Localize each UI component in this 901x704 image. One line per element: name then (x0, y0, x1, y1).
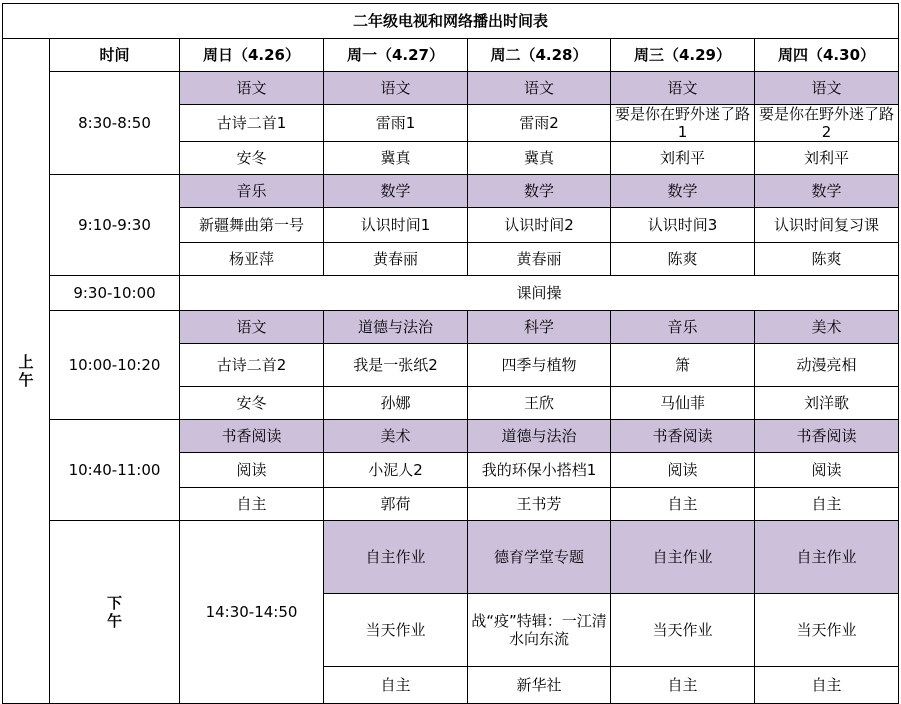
topic-cell: 战“疫”特辑：一江清水向东流 (468, 594, 611, 667)
subject-cell: 美术 (324, 420, 468, 453)
subject-cell: 语文 (180, 311, 324, 344)
topic-cell: 阅读 (611, 453, 755, 488)
teacher-cell: 杨亚萍 (180, 243, 324, 276)
topic-cell: 认识时间1 (324, 208, 468, 243)
period-afternoon-char-1: 下 (106, 594, 122, 612)
teacher-cell: 刘洋歌 (755, 387, 899, 420)
topic-cell: 箫 (611, 344, 755, 387)
teacher-cell: 马仙菲 (611, 387, 755, 420)
period-morning-char-1: 上 (18, 353, 34, 371)
teacher-cell: 陈爽 (611, 243, 755, 276)
topic-cell: 古诗二首1 (180, 105, 324, 142)
subject-cell: 语文 (611, 72, 755, 105)
topic-cell: 新疆舞曲第一号 (180, 208, 324, 243)
topic-cell: 古诗二首2 (180, 344, 324, 387)
teacher-cell: 王欣 (468, 387, 611, 420)
subject-cell: 科学 (468, 311, 611, 344)
period-morning (3, 39, 50, 704)
topic-cell: 小泥人2 (324, 453, 468, 488)
table-title: 二年级电视和网络播出时间表 (3, 4, 899, 39)
teacher-cell: 孙娜 (324, 387, 468, 420)
teacher-cell: 安冬 (180, 142, 324, 175)
header-time: 时间 (50, 39, 180, 72)
teacher-cell: 冀真 (468, 142, 611, 175)
teacher-cell: 刘利平 (611, 142, 755, 175)
time-slot: 10:40-11:00 (50, 420, 180, 521)
teacher-cell: 自主 (180, 488, 324, 521)
topic-cell: 认识时间2 (468, 208, 611, 243)
teacher-cell: 黄春丽 (468, 243, 611, 276)
subject-cell: 书香阅读 (611, 420, 755, 453)
table-row (3, 175, 899, 208)
subject-cell: 德育学堂专题 (468, 521, 611, 594)
teacher-cell: 安冬 (180, 387, 324, 420)
topic-cell: 认识时间复习课 (755, 208, 899, 243)
time-slot: 10:00-10:20 (50, 311, 180, 420)
topic-cell: 阅读 (180, 453, 324, 488)
subject-cell: 书香阅读 (755, 420, 899, 453)
subject-cell: 道德与法治 (324, 311, 468, 344)
subject-cell: 语文 (324, 72, 468, 105)
subject-cell: 语文 (180, 72, 324, 105)
teacher-cell: 王书芳 (468, 488, 611, 521)
table-row (3, 521, 899, 594)
header-day: 周二（4.28） (468, 39, 611, 72)
teacher-cell: 冀真 (324, 142, 468, 175)
subject-cell: 自主作业 (611, 521, 755, 594)
schedule-table (2, 3, 899, 704)
teacher-cell: 自主 (755, 488, 899, 521)
subject-cell: 自主作业 (755, 521, 899, 594)
topic-cell: 认识时间3 (611, 208, 755, 243)
subject-cell: 语文 (755, 72, 899, 105)
subject-cell: 音乐 (611, 311, 755, 344)
topic-cell: 当天作业 (755, 594, 899, 667)
time-slot: 8:30-8:50 (50, 72, 180, 175)
topic-cell: 我是一张纸2 (324, 344, 468, 387)
break-cell: 课间操 (180, 276, 899, 311)
subject-cell: 语文 (468, 72, 611, 105)
subject-cell: 音乐 (180, 175, 324, 208)
time-slot: 9:30-10:00 (50, 276, 180, 311)
topic-cell: 当天作业 (324, 594, 468, 667)
teacher-cell: 郭荷 (324, 488, 468, 521)
teacher-cell: 自主 (611, 667, 755, 704)
topic-cell: 动漫亮相 (755, 344, 899, 387)
period-morning-char-2: 午 (18, 371, 34, 389)
subject-cell: 书香阅读 (180, 420, 324, 453)
topic-cell: 要是你在野外迷了路2 (755, 105, 899, 142)
teacher-cell: 刘利平 (755, 142, 899, 175)
subject-cell: 自主作业 (324, 521, 468, 594)
topic-cell: 四季与植物 (468, 344, 611, 387)
table-row (3, 420, 899, 453)
topic-cell: 雷雨1 (324, 105, 468, 142)
teacher-cell: 黄春丽 (324, 243, 468, 276)
topic-cell: 雷雨2 (468, 105, 611, 142)
subject-cell: 数学 (755, 175, 899, 208)
topic-cell: 要是你在野外迷了路1 (611, 105, 755, 142)
subject-cell: 数学 (324, 175, 468, 208)
subject-cell: 道德与法治 (468, 420, 611, 453)
subject-cell: 美术 (755, 311, 899, 344)
topic-cell: 阅读 (755, 453, 899, 488)
teacher-cell: 陈爽 (755, 243, 899, 276)
topic-cell: 我的环保小搭档1 (468, 453, 611, 488)
teacher-cell: 自主 (611, 488, 755, 521)
table-row (3, 311, 899, 344)
teacher-cell: 自主 (755, 667, 899, 704)
header-day: 周三（4.29） (611, 39, 755, 72)
subject-cell: 数学 (611, 175, 755, 208)
time-slot: 9:10-9:30 (50, 175, 180, 276)
teacher-cell: 自主 (324, 667, 468, 704)
period-afternoon (50, 521, 180, 704)
period-afternoon-char-2: 午 (106, 612, 122, 630)
table-row (3, 276, 899, 311)
time-slot: 14:30-14:50 (180, 521, 324, 704)
table-row (3, 72, 899, 105)
header-day: 周四（4.30） (755, 39, 899, 72)
teacher-cell: 新华社 (468, 667, 611, 704)
header-day: 周日（4.26） (180, 39, 324, 72)
header-day: 周一（4.27） (324, 39, 468, 72)
subject-cell: 数学 (468, 175, 611, 208)
topic-cell: 当天作业 (611, 594, 755, 667)
